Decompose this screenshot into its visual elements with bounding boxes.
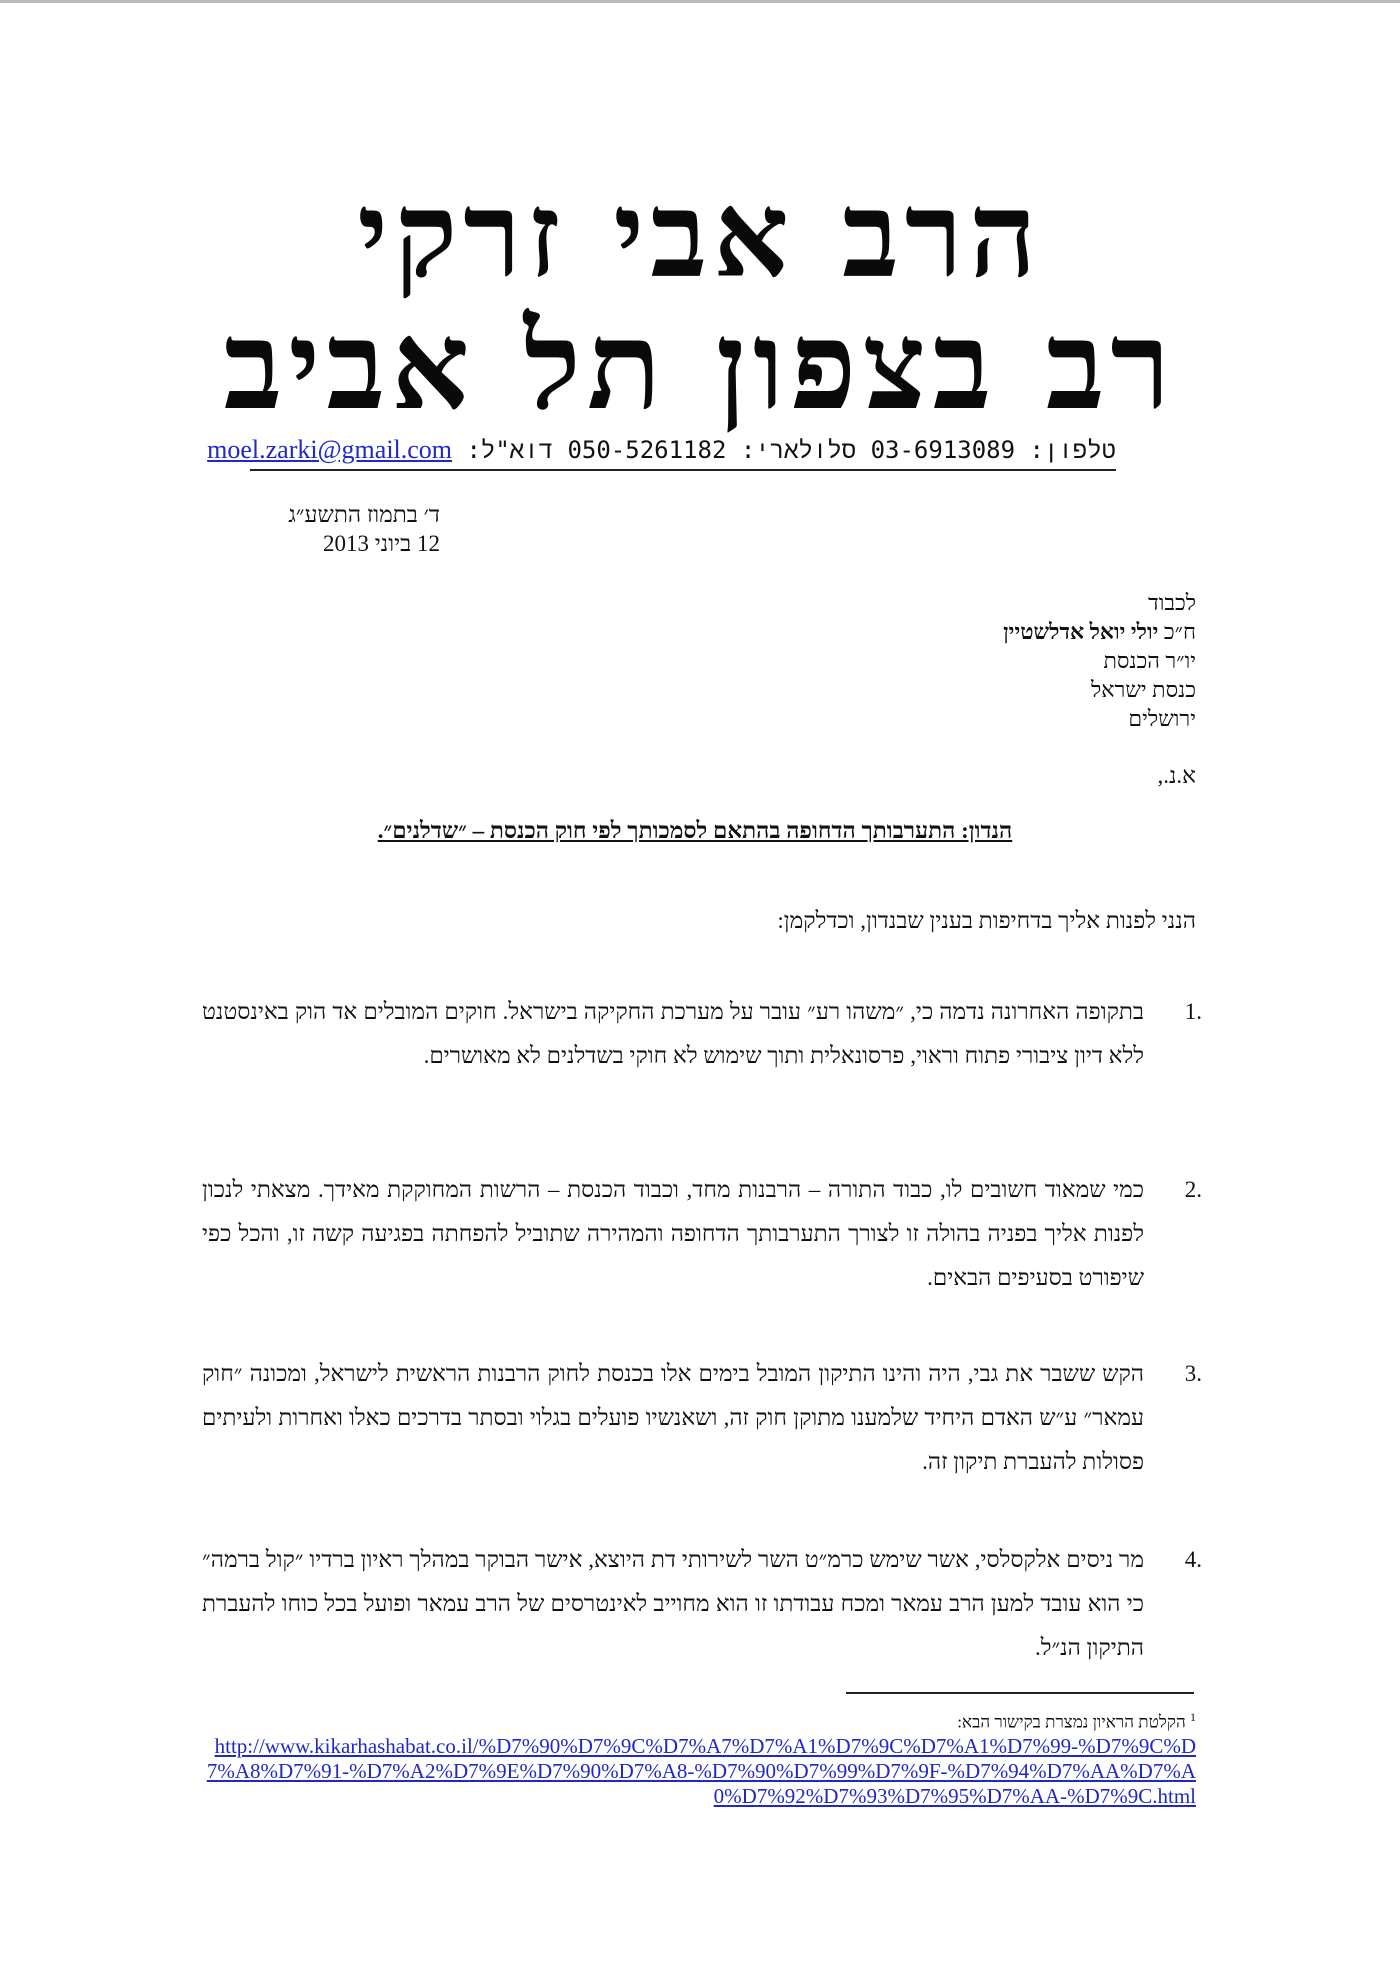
greeting: א.נ.,: [1157, 763, 1196, 788]
recipient-salutation: לכבוד: [1148, 590, 1196, 615]
letterhead-title: רב בצפון תל אביב: [223, 293, 1177, 437]
subject-line: הנדון: התערבותך הדחופה בהתאם לסמכותך לפי חוק הכנסת – ״שדלנים״.: [377, 818, 1013, 843]
date-block: [200, 500, 440, 558]
footnote-text: הקלטת הראיון נמצרת בקישור הבא:: [957, 1712, 1186, 1732]
footnote-link[interactable]: http://www.kikarhashabat.co.il/%D7%90%D7%9C%D7%A7%D7%A1%D7%9C%D7%A1%D7%99-%D7%9C%D7%A8%D7%91-%D7%A2%D7%9E%D7%90%D7%A8-%D7%90%D7%99%D7%9F-%D7%94%D7%AA%D7%A0%D7%92%D7%93%D7%95%D7%AA-%D7%9C.html: [206, 1734, 1196, 1808]
list-item: [202, 1538, 1202, 1670]
list-item: [202, 1168, 1202, 1300]
recipient-name-line: [796, 617, 1196, 646]
email-label: דוא"ל:: [466, 436, 553, 464]
footnote-divider: [846, 1692, 1194, 1694]
recipient-role: יו״ר הכנסת: [1103, 648, 1196, 673]
hebrew-date: ד׳ בתמוז התשע״ג: [288, 502, 440, 527]
item-number: 3.: [1184, 1361, 1202, 1386]
cell-label: סלולארי:: [740, 436, 857, 464]
footnote-mark: 1: [1190, 1710, 1196, 1724]
item-text: כמי שמאוד חשובים לו, כבוד התורה – הרבנות מחד, וכבוד הכנסת – הרשות המחוקקת מאידך. מצאתי לנכון לפנות אליך בפניה בהולה זו לצורך התערבותך הדחופה והמהירה שתוביל להפחתה בפגיעה קשה זו, והכל כפי שיפורט בסעיפים הבאים.: [202, 1177, 1144, 1290]
gregorian-date: 12 ביוני 2013: [322, 531, 440, 556]
item-number: 1.: [1184, 999, 1202, 1024]
phone-number: 03-6913089: [870, 436, 1016, 464]
footnote-label: [957, 1706, 1196, 1734]
intro-paragraph: הנני לפנות אליך בדחיפות בענין שבנדון, וכדלקמן:: [777, 908, 1196, 933]
phone-label: טלפון:: [1029, 436, 1116, 464]
recipient-city: ירושלים: [1128, 706, 1196, 731]
email-link[interactable]: moel.zarki@gmail.com: [207, 435, 453, 464]
recipient-title: ח״כ: [1163, 619, 1196, 644]
letterhead-name: הרב אבי זרקי: [357, 165, 1043, 304]
list-item: [202, 990, 1202, 1078]
recipient-block: [796, 588, 1196, 733]
item-number: 4.: [1184, 1547, 1202, 1572]
item-number: 2.: [1184, 1177, 1202, 1202]
item-text: הקש ששבר את גבי, היה והינו התיקון המובל בימים אלו בכנסת לחוק הרבנות הראשית לישראל, ומכונה ״חוק עמאר״ ע״ש האדם היחיד שלמענו מתוקן חוק זה, ושאנשיו פועלים בגלוי ובסתר בדרכים כאלו ואחרות ולעיתים פסולות להעברת תיקון זה.: [202, 1361, 1144, 1474]
contact-line: [207, 433, 1116, 471]
recipient-name: יולי יואל אדלשטיין: [1003, 619, 1159, 644]
list-item: [202, 1352, 1202, 1484]
window-top-border: [0, 0, 1400, 3]
item-text: בתקופה האחרונה נדמה כי, ״משהו רע״ עובר על מערכת החקיקה בישראל. חוקים המובלים אד הוק באינסטנט ללא דיון ציבורי פתוח וראוי, פרסונאלית ותוך שימוש לא חוקי בשדלנים לא מאושרים.: [202, 999, 1144, 1068]
item-text: מר ניסים אלקסלסי, אשר שימש כרמ״ט השר לשירותי דת היוצא, אישר הבוקר במהלך ראיון ברדיו ״קול ברמה״ כי הוא עובד למען הרב עמאר ומכח עבודתו זו הוא מחוייב לאינטרסים של הרב עמאר ופועל בכל כוחו להעברת התיקון הנ״ל.: [202, 1547, 1144, 1660]
recipient-institution: כנסת ישראל: [1091, 677, 1196, 702]
cell-number: 050-5261182: [567, 436, 727, 464]
